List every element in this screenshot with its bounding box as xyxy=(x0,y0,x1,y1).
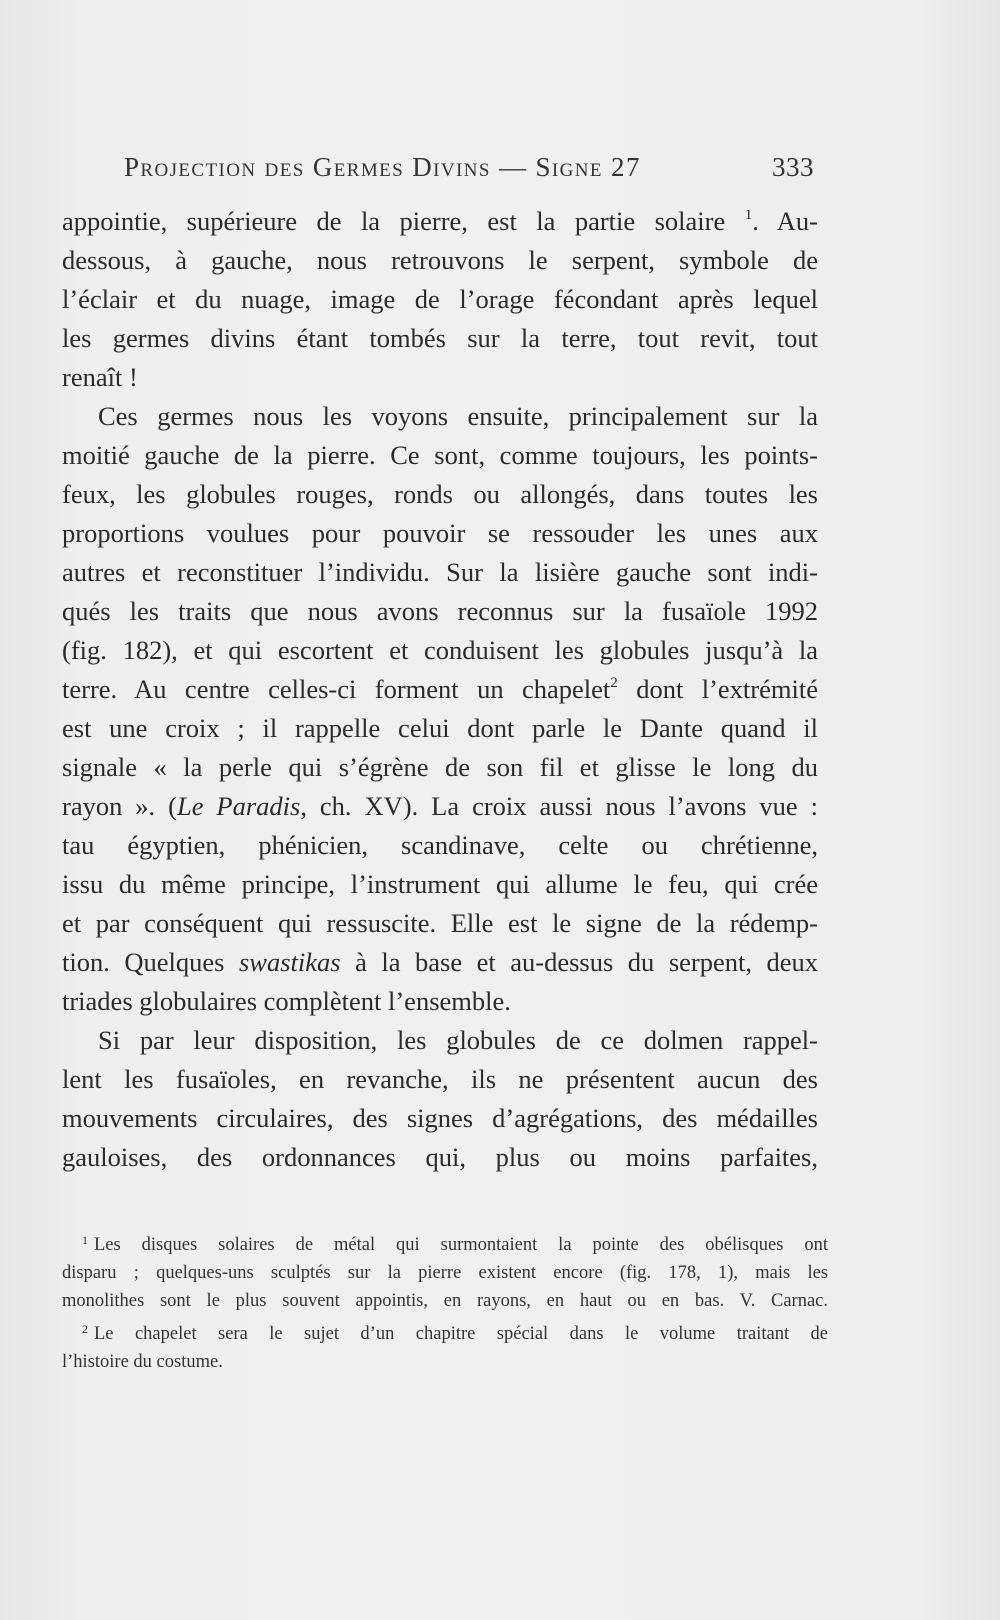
footnotes xyxy=(62,1226,828,1376)
text-line: rayon ». (Le Paradis, ch. XV). La croix aussi nous l’avons vue : xyxy=(62,791,818,821)
body-text xyxy=(62,202,818,1177)
text-line: issu du même principe, l’instrument qui allume le feu, qui crée xyxy=(62,869,818,899)
italic-title: Le Paradis xyxy=(176,791,301,821)
text-line: (fig. 182), et qui escortent et conduisent les globules jusqu’à la xyxy=(62,635,818,665)
text-line: dessous, à gauche, nous retrouvons le serpent, symbole de xyxy=(62,245,818,275)
text-line: les germes divins étant tombés sur la terre, tout revit, tout xyxy=(62,323,818,353)
paragraph-1 xyxy=(62,202,818,397)
footnote-line: disparu ; quelques-uns sculptés sur la pierre existent encore (fig. 178, 1), mais les xyxy=(62,1263,828,1283)
text-line: l’éclair et du nuage, image de l’orage fécondant après lequel xyxy=(62,284,818,314)
text-line: qués les traits que nous avons reconnus sur la fusaïole 1992 xyxy=(62,596,818,626)
footnote-number: 2 xyxy=(82,1322,88,1336)
text-line: autres et reconstituer l’individu. Sur la lisière gauche sont indi- xyxy=(62,557,818,587)
text-line: est une croix ; il rappelle celui dont parle le Dante quand il xyxy=(62,713,818,743)
text-line: tion. Quelques swastikas à la base et au-dessus du serpent, deux xyxy=(62,947,818,977)
footnote-ref-2: 2 xyxy=(610,675,618,691)
text-line: moitié gauche de la pierre. Ce sont, comme toujours, les points- xyxy=(62,440,818,470)
footnote-number: 1 xyxy=(82,1233,88,1247)
footnote-1 xyxy=(62,1226,828,1315)
footnote-2 xyxy=(62,1315,828,1376)
running-head xyxy=(124,152,814,188)
text-line: tau égyptien, phénicien, scandinave, celte ou chrétienne, xyxy=(62,830,818,860)
text-line: terre. Au centre celles-ci forment un chapelet$^2$ dont l’extrémité xyxy=(62,674,818,704)
text-line: mouvements circulaires, des signes d’agrégations, des médailles xyxy=(62,1103,818,1133)
text-line: triades globulaires complètent l’ensemble. xyxy=(62,986,511,1016)
text-line: renaît ! xyxy=(62,362,138,392)
paragraph-2 xyxy=(62,397,818,1021)
running-head-title: Projection des Germes Divins — Signe 27 xyxy=(124,152,641,182)
text-line: gauloises, des ordonnances qui, plus ou moins parfaites, xyxy=(62,1142,818,1172)
text-line: Si par leur disposition, les globules de ce dolmen rappel- xyxy=(98,1025,818,1055)
page-number: 333 xyxy=(772,152,814,182)
text-line: proportions voulues pour pouvoir se ressouder les unes aux xyxy=(62,518,818,548)
footnote-ref-1: 1 xyxy=(744,207,753,223)
text-line: Ces germes nous les voyons ensuite, principalement sur la xyxy=(98,401,818,431)
text-line: lent les fusaïoles, en revanche, ils ne présentent aucun des xyxy=(62,1064,818,1094)
paragraph-3 xyxy=(62,1021,818,1177)
text-line: et par conséquent qui ressuscite. Elle est le signe de la rédemp- xyxy=(62,908,818,938)
footnote-line: monolithes sont le plus souvent appointis, en rayons, en haut ou en bas. V. Carnac. xyxy=(62,1291,828,1311)
footnote-line: $^1$ Les disques solaires de métal qui surmontaient la pointe des obélisques ont xyxy=(82,1233,828,1255)
italic-term: swastikas xyxy=(238,947,341,977)
text-line: appointie, supérieure de la pierre, est la partie solaire $^1$. Au- xyxy=(62,206,819,236)
footnote-line: l’histoire du costume. xyxy=(62,1352,223,1372)
text-line: feux, les globules rouges, ronds ou allongés, dans toutes les xyxy=(62,479,818,509)
footnote-line: $^2$ Le chapelet sera le sujet d’un chapitre spécial dans le volume traitant de xyxy=(82,1322,828,1344)
text-line: signale « la perle qui s’égrène de son fil et glisse le long du xyxy=(62,752,818,782)
